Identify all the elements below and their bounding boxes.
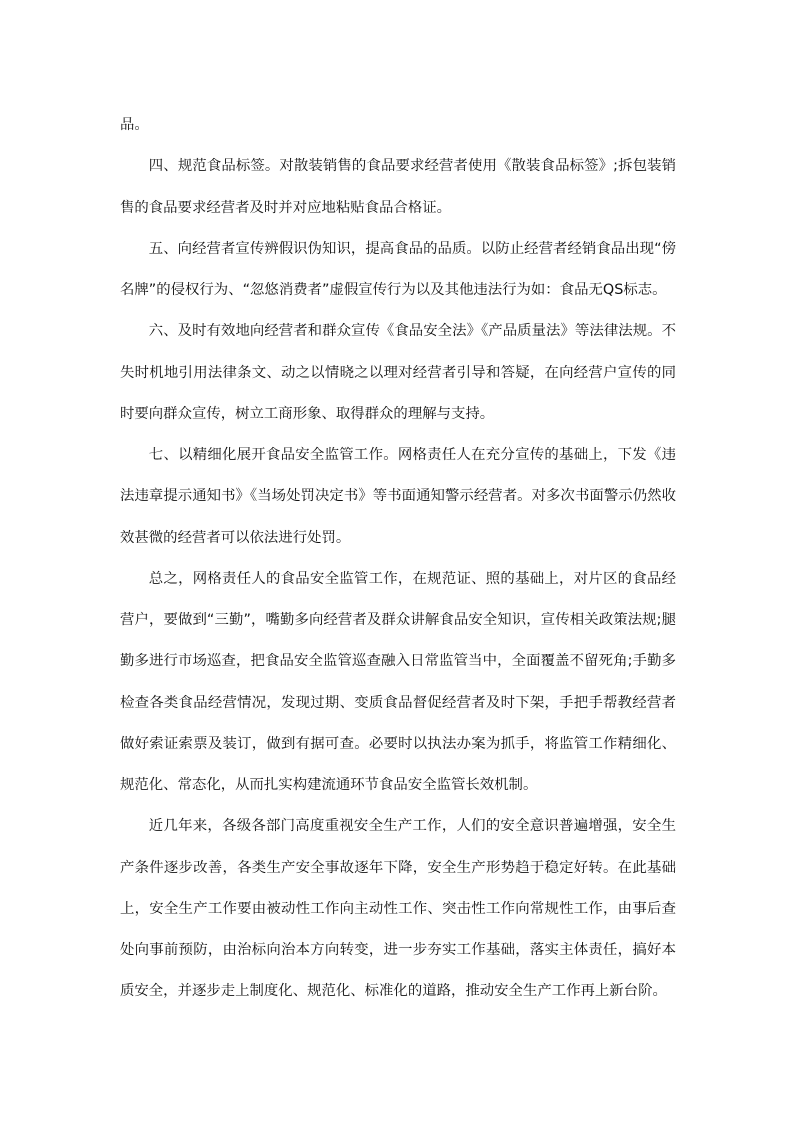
paragraph-5: 七、以精细化展开食品安全监管工作。网格责任人在充分宣传的基础上，下发《违法违章提示通知书》《当场处罚决定书》等书面通知警示经营者。对多次书面警示仍然收效甚微的经营者可以依法进行处罚。 (120, 447, 676, 546)
paragraph-3: 五、向经营者宣传辨假识伪知识，提高食品的品质。以防止经营者经销食品出现“傍名牌”的侵权行为、“忽悠消费者”虚假宣传行为以及其他违法行为如：食品无QS标志。 (120, 240, 676, 298)
paragraph-2: 四、规范食品标签。对散装销售的食品要求经营者使用《散装食品标签》;拆包装销售的食品要求经营者及时并对应地粘贴食品合格证。 (120, 158, 676, 216)
paragraph-1: 品。 (120, 117, 149, 133)
paragraph-6: 总之，网格责任人的食品安全监管工作，在规范证、照的基础上，对片区的食品经营户，要做到“三勤”，嘴勤多向经营者及群众讲解食品安全知识，宣传相关政策法规;腿勤多进行市场巡查，把食品安全监管巡查融入日常监管当中，全面覆盖不留死角;手勤多检查各类食品经营情况，发现过期、变质食品督促经营者及时下架，手把手帮教经营者做好索证索票及装订，做到有据可查。必要时以执法办案为抓手，将监管工作精细化、规范化、常态化，从而扎实构建流通环节食品安全监管长效机制。 (120, 570, 676, 793)
paragraph-4: 六、及时有效地向经营者和群众宣传《食品安全法》《产品质量法》等法律法规。不失时机地引用法律条文、动之以情晓之以理对经营者引导和答疑，在向经营户宣传的同时要向群众宣传，树立工商形象、取得群众的理解与支持。 (120, 323, 676, 422)
document-body (120, 105, 676, 1013)
paragraph-7: 近几年来，各级各部门高度重视安全生产工作，人们的安全意识普遍增强，安全生产条件逐步改善，各类生产安全事故逐年下降，安全生产形势趋于稳定好转。在此基础上，安全生产工作要由被动性工作向主动性工作、突击性工作向常规性工作，由事后查处向事前预防，由治标向治本方向转变，进一步夯实工作基础，落实主体责任，搞好本质安全，并逐步走上制度化、规范化、标准化的道路，推动安全生产工作再上新台阶。 (120, 818, 676, 1000)
